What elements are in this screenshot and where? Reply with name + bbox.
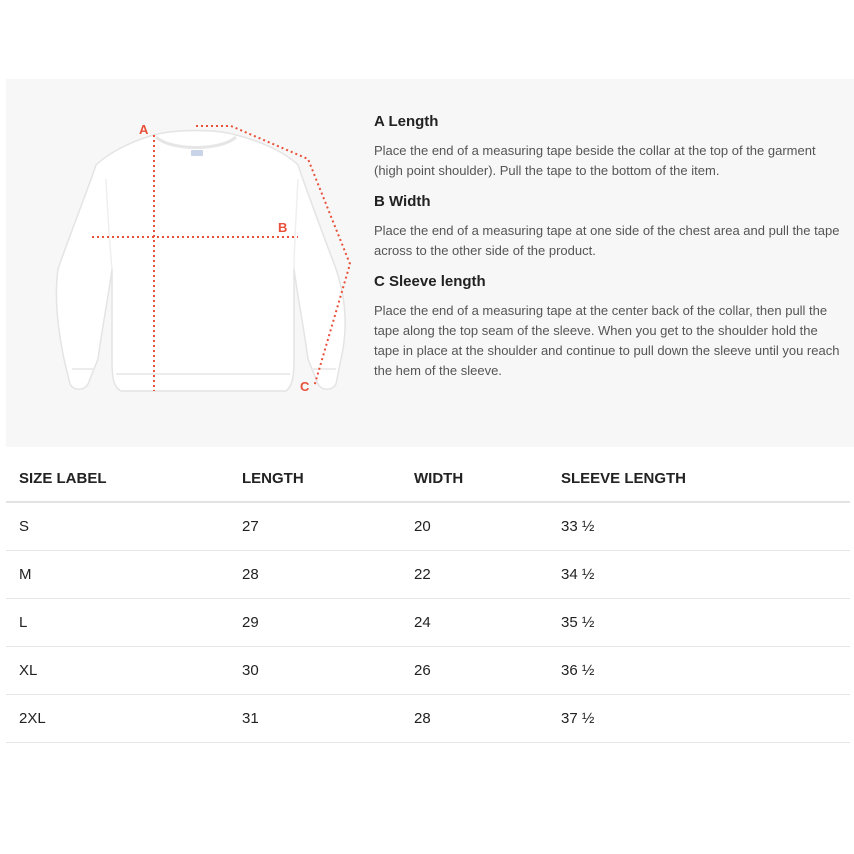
cell-sleeve-length: 37 ½: [548, 695, 850, 743]
table-header-row: [6, 456, 850, 502]
table-row: [6, 647, 850, 695]
instruction-body: Place the end of a measuring tape at the center back of the collar, then pull the tape along the top seam of the sleeve. When you get to the shoulder hold the tape in place at the shoulder and continue to pull down the sleeve until you reach the hem of the sleeve.: [374, 303, 840, 378]
cell-width: 22: [401, 551, 548, 599]
instruction-body: Place the end of a measuring tape beside the collar at the top of the garment (high point shoulder). Pull the tape to the bottom of the item.: [374, 143, 816, 178]
table-row: [6, 599, 850, 647]
cell-width: 20: [401, 502, 548, 551]
cell-sleeve-length: 34 ½: [548, 551, 850, 599]
cell-length: 27: [229, 502, 401, 551]
cell-size: S: [6, 502, 229, 551]
measurement-guide-panel: [6, 79, 854, 447]
header-length: LENGTH: [229, 456, 401, 502]
cell-width: 28: [401, 695, 548, 743]
cell-length: 28: [229, 551, 401, 599]
cell-length: 30: [229, 647, 401, 695]
cell-size: M: [6, 551, 229, 599]
table-row: [6, 551, 850, 599]
cell-size: 2XL: [6, 695, 229, 743]
sweatshirt-diagram-svg: [36, 119, 356, 419]
sweatshirt-diagram: [36, 119, 356, 419]
header-size-label: SIZE LABEL: [6, 456, 229, 502]
size-chart-table: [6, 456, 850, 743]
label-b: B: [278, 220, 288, 235]
header-width: WIDTH: [401, 456, 548, 502]
cell-sleeve-length: 33 ½: [548, 502, 850, 551]
cell-sleeve-length: 35 ½: [548, 599, 850, 647]
measurement-instructions: [374, 113, 844, 393]
cell-length: 31: [229, 695, 401, 743]
header-sleeve-length: SLEEVE LENGTH: [548, 456, 850, 502]
cell-width: 24: [401, 599, 548, 647]
sweatshirt-illustration: [56, 131, 345, 392]
instruction-sleeve-length: [374, 273, 844, 381]
instruction-body: Place the end of a measuring tape at one side of the chest area and pull the tape across to the other side of the product.: [374, 223, 840, 258]
cell-sleeve-length: 36 ½: [548, 647, 850, 695]
instruction-title: C Sleeve length: [374, 273, 486, 290]
cell-length: 29: [229, 599, 401, 647]
table-row: [6, 695, 850, 743]
instruction-width: [374, 193, 844, 261]
instruction-title: B Width: [374, 193, 431, 210]
cell-width: 26: [401, 647, 548, 695]
instruction-title: A Length: [374, 113, 439, 130]
cell-size: XL: [6, 647, 229, 695]
table-row: [6, 502, 850, 551]
cell-size: L: [6, 599, 229, 647]
instruction-length: [374, 113, 844, 181]
label-a: A: [139, 122, 149, 137]
label-c: C: [300, 379, 310, 394]
